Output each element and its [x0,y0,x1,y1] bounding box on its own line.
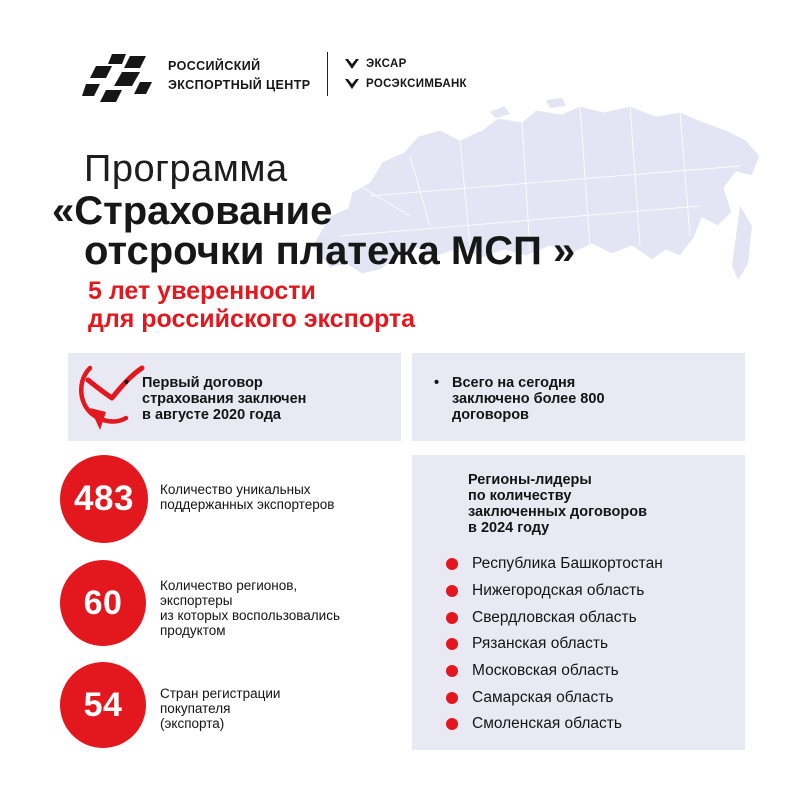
program-name-line: отсрочки платежа МСП » [84,229,576,273]
fact-line: страхования заключен [142,391,307,407]
partner-eximbank [345,78,467,90]
rec-brand-line: РОССИЙСКИЙ [168,59,261,73]
partner-name: РОСЭКСИМБАНК [366,78,467,90]
bullet-dot-icon [446,692,458,704]
program-name-line: «Страхование [52,189,333,233]
subtitle-line: для российского экспорта [88,305,416,333]
region-name: Свердловская область [472,608,637,626]
stat-label-line: экспортеры [160,593,233,608]
region-item [446,604,663,631]
header-divider [327,52,328,96]
regions-list [446,551,663,738]
regions-title-line: в 2024 году [468,520,550,536]
stat-label-exporters [160,482,334,512]
rec-brand-name [168,57,311,95]
stat-circle-regions: 60 [60,560,146,646]
first-contract-text [142,375,306,423]
region-item [446,711,663,738]
partner-exiar [345,58,407,70]
bullet-dot-icon [446,718,458,730]
stat-label-regions [160,578,340,638]
stat-circle-countries: 54 [60,662,146,748]
region-name: Республика Башкортостан [472,555,663,573]
rec-logo-icon [82,52,154,104]
total-contracts-text [452,375,605,423]
region-item [446,631,663,658]
rec-brand-line: ЭКСПОРТНЫЙ ЦЕНТР [168,78,311,92]
stat-label-line: Количество регионов, [160,578,298,593]
stat-label-line: продуктом [160,623,226,638]
region-name: Рязанская область [472,635,609,653]
bullet-dot-icon [446,612,458,624]
region-name: Нижегородская область [472,582,645,600]
fact-line: в августе 2020 года [142,407,281,423]
eximbank-logo-icon [345,79,359,89]
region-item [446,551,663,578]
region-name: Московская область [472,662,619,680]
region-item [446,658,663,685]
fact-line: заключено более 800 [452,391,605,407]
stat-label-line: (экспорта) [160,716,225,731]
regions-title-line: Регионы-лидеры [468,472,592,488]
fact-line: договоров [452,407,529,423]
bullet-dot-icon [446,665,458,677]
regions-title [468,472,647,536]
bullet-dot-icon [446,558,458,570]
regions-title-line: по количеству [468,488,572,504]
stat-circle-exporters: 483 [60,455,148,543]
program-label: Программа [84,148,288,190]
stat-label-line: из которых воспользовались [160,608,340,623]
stat-label-line: Стран регистрации [160,686,281,701]
fact-line: • Первый договор [142,375,306,391]
check-arrow-icon [76,358,146,432]
stat-label-line: поддержанных экспортеров [160,497,335,512]
region-name: Самарская область [472,688,614,706]
stat-label-line: покупателя [160,701,231,716]
regions-title-line: заключенных договоров [468,504,648,520]
subtitle-line: 5 лет уверенности [88,277,316,305]
region-name: Смоленская область [472,715,622,733]
bullet-dot-icon [446,638,458,650]
fact-line: • Всего на сегодня [452,375,605,391]
exiar-logo-icon [345,59,359,69]
region-item [446,578,663,605]
stat-label-line: Количество уникальных [160,482,311,497]
region-item [446,684,663,711]
bullet-dot-icon [446,585,458,597]
stat-label-countries [160,686,280,731]
partner-name: ЭКСАР [366,58,407,70]
